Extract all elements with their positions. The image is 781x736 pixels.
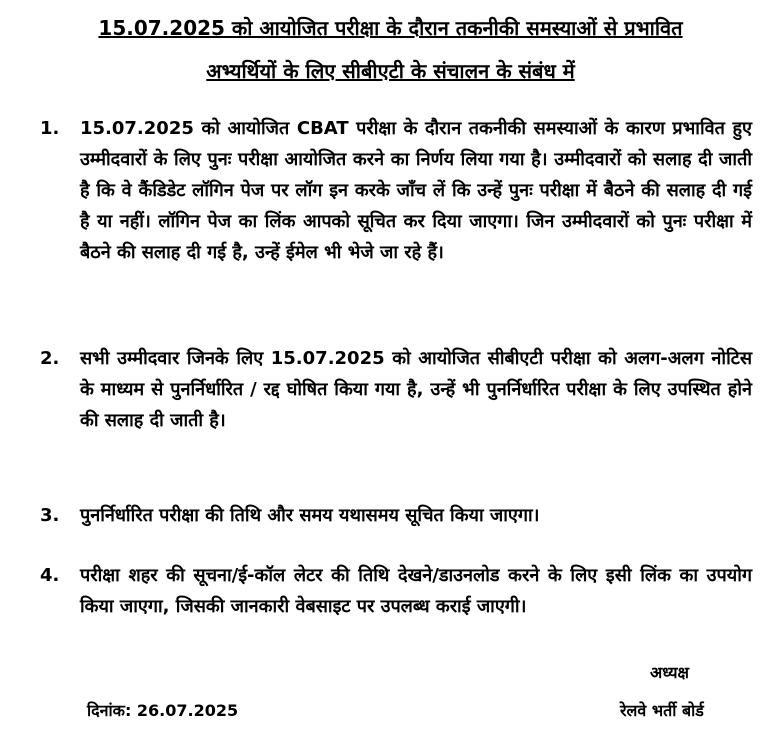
- item-number: 1.: [40, 118, 60, 139]
- notice-date: दिनांक: 26.07.2025: [87, 701, 239, 720]
- notice-item-1: [40, 113, 752, 268]
- item-text: सभी उम्मीदवार जिनके लिए 15.07.2025 को आयोजित सीबीएटी परीक्षा को अलग-अलग नोटिस के माध्यम से पुनर्निर्धारित / रद्द घोषित किया गया है, उन्हें भी पुनर्निर्धारित परीक्षा के लिए उपस्थित होने की सलाह दी जाती है।: [80, 348, 752, 431]
- notice-item-4: [40, 560, 752, 622]
- notice-title-line-1: 15.07.2025 को आयोजित परीक्षा के दौरान तकनीकी समस्याओं से प्रभावित: [98, 16, 683, 40]
- item-text: परीक्षा शहर की सूचना/ई-कॉल लेटर की तिथि देखने/डाउनलोड करने के लिए इसी लिंक का उपयोग किया जाएगा, जिसकी जानकारी वेबसाइट पर उपलब्ध कराई जाएगी।: [80, 565, 752, 617]
- item-text: 15.07.2025 को आयोजित CBAT परीक्षा के दौरान तकनीकी समस्याओं के कारण प्रभावित हुए उम्मीदवारों के लिए पुनः परीक्षा आयोजित करने का निर्णय लिया गया है। उम्मीदवारों को सलाह दी जाती है कि वे कैंडिडेट लॉगिन पेज पर लॉग इन करके जाँच लें कि उन्हें पुनः परीक्षा में बैठने की सलाह दी गई है या नहीं। लॉगिन पेज का लिंक आपको सूचित कर दिया जाएगा। जिन उम्मीदवारों को पुनः परीक्षा में बैठने की सलाह दी गई है, उन्हें ईमेल भी भेजे जा रहे हैं।: [80, 118, 752, 263]
- item-number: 4.: [40, 565, 60, 586]
- notice-item-3: [40, 500, 752, 531]
- signatory-organization: रेलवे भर्ती बोर्ड: [620, 701, 704, 720]
- signatory-designation: अध्यक्ष: [650, 663, 689, 682]
- notice-title-line-2: अभ्यर्थियों के लिए सीबीएटी के संचालन के संबंध में: [206, 59, 575, 83]
- item-number: 3.: [40, 505, 60, 526]
- item-text: पुनर्निर्धारित परीक्षा की तिथि और समय यथासमय सूचित किया जाएगा।: [80, 505, 540, 526]
- item-number: 2.: [40, 348, 60, 369]
- notice-item-2: [40, 343, 752, 436]
